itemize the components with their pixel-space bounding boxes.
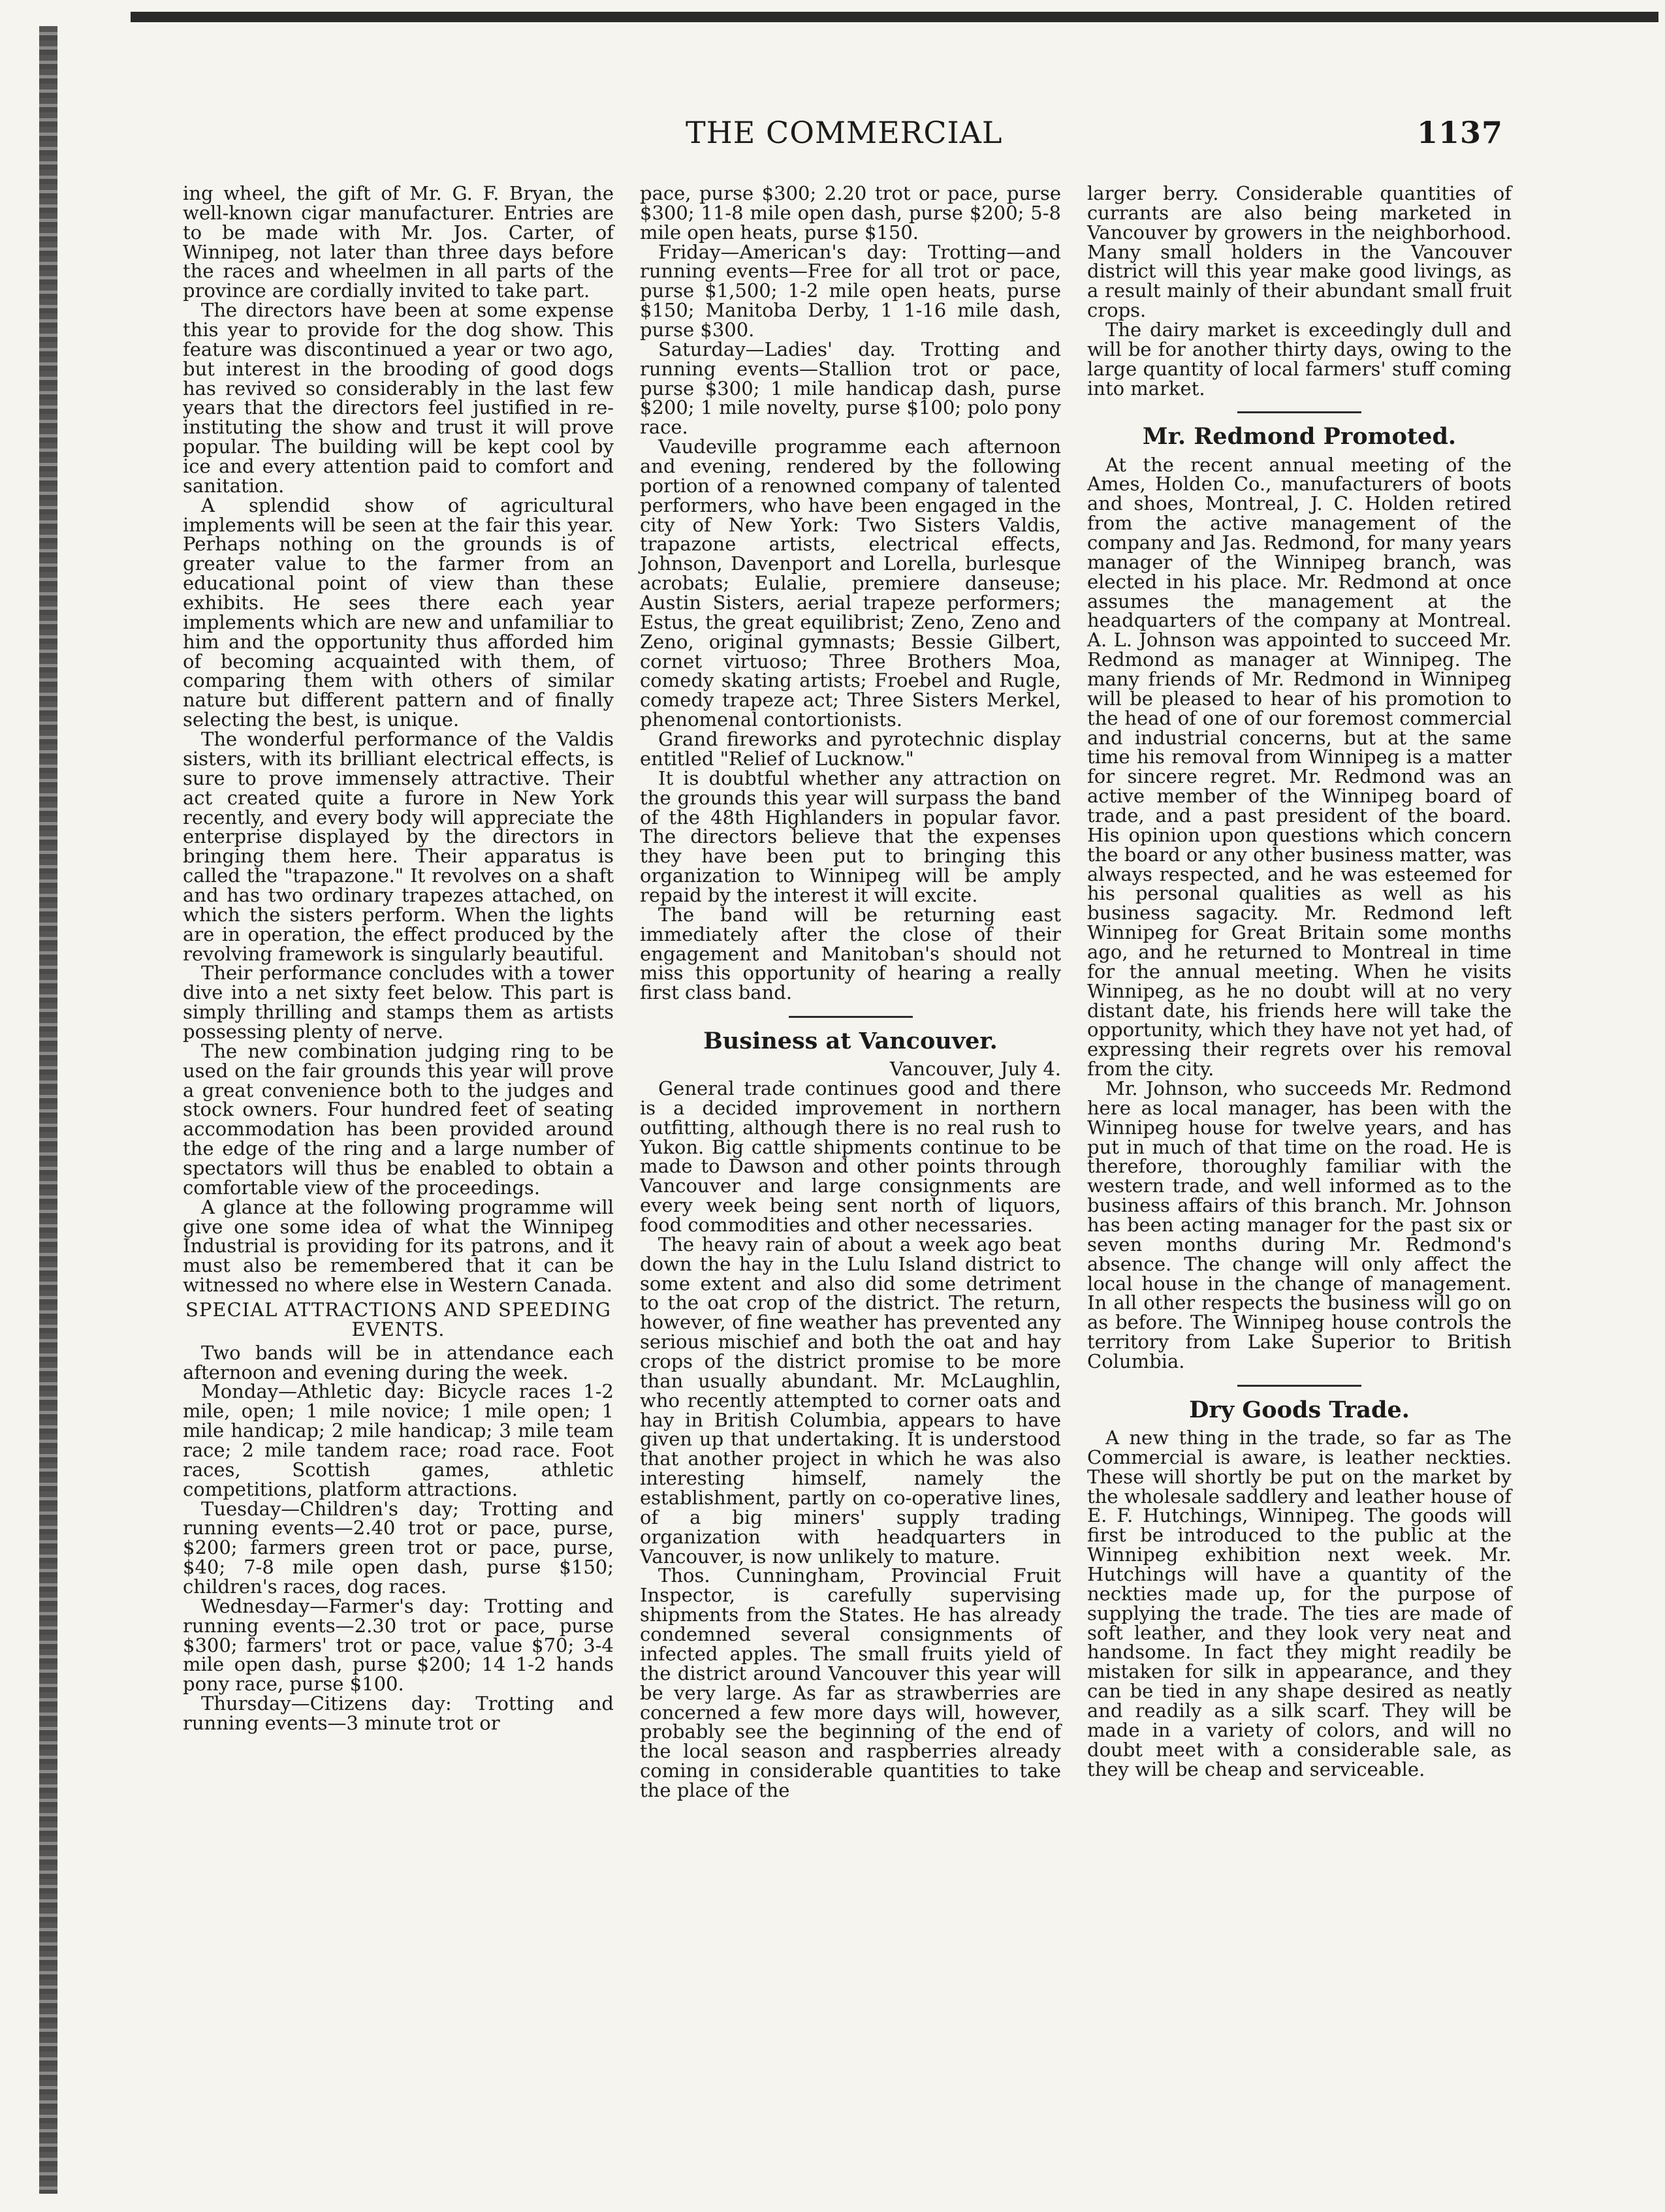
paragraph: The new combination judging ring to be used on the fair grounds this year will prove a great convenience both to the judges and stock owners. Four hundred feet of seating accommodation has been provided around the edge of the ring and a large number of spectators will thus be enabled to obtain a comfortable view of the proceedings. (183, 1039, 614, 1199)
paragraph: The dairy market is exceedingly dull and will be for another thirty days, owing to the large quantity of local farmers' stuff coming into market. (1087, 319, 1512, 400)
paragraph: Vaudeville programme each afternoon and evening, rendered by the following portion of a renowned company of talented performers, who have been engaged in the city of New York: Two Sisters Valdis, trapazone artists, electrical effects, Johnson, Davenport and Lorella, burlesque acrobats; Eulalie, premiere danseuse; Austin Sisters, aerial trapeze performers; Estus, the great equilibrist; Zeno, Zeno and Zeno, original gymnasts; Bessie Gilbert, cornet virtuoso; Three Brothers Moa, comedy skating artists; Froebel and Rugle, comedy trapeze act; Three Sisters Merkel, phenomenal contortionists. (640, 435, 1061, 731)
binding-edge (39, 26, 57, 2194)
paragraph: General trade continues good and there is a decided improvement in northern outfitting, although there is no real rush to Yukon. Big cattle shipments continue to be made to Dawson and other points through Vancouver and large consignments are every week being sent north of liquors, food commodities and other necessaries. (640, 1077, 1061, 1237)
column-2 (640, 184, 1061, 1801)
dateline: Vancouver, July 4. (889, 1058, 1061, 1081)
paragraph: At the recent annual meeting of the Ames, Holden Co., manufacturers of boots and shoes, Montreal, J. C. Holden retired from the active management of the company and Jas. Redmond, for many years manager of the Winnipeg branch, was elected in his place. Mr. Redmond at once assumes the management at the headquarters of the company at Montreal. A. L. Johnson was appointed to succeed Mr. Redmond as manager at Winnipeg. The many friends of Mr. Redmond in Winnipeg will be pleased to hear of his promotion to the head of one of our foremost commercial and industrial concerns, but at the same time his removal from Winnipeg is a matter for sincere regret. Mr. Redmond was an active member of the Winnipeg board of trade, and a past president of the board. His opinion upon questions which concern the board or any other business matter, was always respected, and he was esteemed for his personal qualities as well as his business sagacity. Mr. Redmond left Winnipeg for Great Britain some months ago, and he returned to Montreal in time for the annual meeting. When he visits Winnipeg, as he no doubt will at no very distant date, his friends here will take the opportunity, which they have not yet had, of expressing their regrets over his removal from the city. (1087, 453, 1512, 1081)
paragraph: A new thing in the trade, so far as The Commercial is aware, is leather neckties. These will shortly be put on the market by the wholesale saddlery and leather house of E. F. Hutchings, Winnipeg. The goods will first be introduced to the public at the Winnipeg exhibition next week. Mr. Hutchings will have a quantity of the neckties made up, for the purpose of supplying the trade. The ties are made of soft leather, and they look very neat and handsome. In fact they might readily be mistaken for silk in appearance, and they can be tied in any shape desired as neatly and readily as a silk scarf. They will be made in a variety of colors, and will no doubt meet with a considerable sale, as they will be cheap and serviceable. (1087, 1426, 1512, 1780)
paragraph: Their performance concludes with a tower dive into a net sixty feet below. This part is simply thrilling and stamps them as artists possessing plenty of nerve. (183, 962, 614, 1043)
paragraph: A splendid show of agricultural implements will be seen at the fair this year. Perhaps nothing on the grounds is of greater value to the farmer from an educational point of view than these exhibits. He sees there each year implements which are new and unfamiliar to him and the opportunity thus afforded him of becoming acquainted with them, of comparing them with others of similar nature but different pattern and of finally selecting the best, is unique. (183, 494, 614, 731)
vancouver-heading: Business at Vancouver. (703, 1028, 998, 1055)
section-divider (1237, 411, 1361, 413)
running-title: THE COMMERCIAL (686, 115, 1003, 150)
section-divider (1237, 1385, 1361, 1387)
paragraph: Mr. Johnson, who succeeds Mr. Redmond here as local manager, has been with the Winnipeg house for twelve years, and has put in much of that time on the road. He is therefore, thoroughly familiar with the western trade, and well informed as to the business affairs of this branch. Mr. Johnson has been acting manager for the past six or seven months during Mr. Redmond's absence. The change will only affect the local house in the change of management. In all other respects the business will go on as before. The Winnipeg house controls the territory from Lake Superior to British Columbia. (1087, 1077, 1512, 1373)
page-number: 1137 (1417, 115, 1504, 150)
paragraph: Thos. Cunningham, Provincial Fruit Inspector, is carefully supervising shipments from the States. He has already condemned several consignments of infected apples. The small fruits yield of the district around Vancouver this year will be very large. As far as strawberries are concerned a few more days will, however, probably see the beginning of the end of the local season and raspberries already coming in considerable quantities to take the place of the (640, 1564, 1061, 1801)
top-rule (131, 12, 1658, 22)
paragraph: A glance at the following programme will give one some idea of what the Winnipeg Industrial is providing for its patrons, and it must also be remembered that it can be witnessed no where else in Western Canada. (183, 1195, 614, 1297)
paragraph: larger berry. Considerable quantities of currants are also being marketed in Vancouver by growers in the neighborhood. Many small holders in the Vancouver district will this year make good livings, as a result mainly of their abundant small fruit crops. (1087, 182, 1512, 322)
paragraph: pace, purse $300; 2.20 trot or pace, purse $300; 11-8 mile open dash, purse $200; 5-8 mile open heats, purse $150. (640, 182, 1061, 244)
paragraph: Tuesday—Children's day; Trotting and running events—2.40 trot or pace, purse, $200; farmers green trot or pace, purse, $40; 7-8 mile open dash, purse $150; children's races, dog races. (183, 1497, 614, 1598)
dry-goods-heading: Dry Goods Trade. (1189, 1396, 1410, 1423)
paragraph: Wednesday—Farmer's day: Trotting and running events—2.30 trot or pace, purse $300; farmers' trot or pace, value $70; 3-4 mile open dash, purse $200; 14 1-2 hands pony race, purse $100. (183, 1594, 614, 1696)
paragraph: ing wheel, the gift of Mr. G. F. Bryan, the well-known cigar manufacturer. Entries are to be made with Mr. Jos. Carter, of Winnipeg, not later than three days before the races and wheelmen in all parts of the province are cordially invited to take part. (183, 182, 614, 302)
page-header (183, 115, 1504, 167)
paragraph: The heavy rain of about a week ago beat down the hay in the Lulu Island district to some extent and also did some detriment to the oat crop of the district. The return, however, of fine weather has prevented any serious mischief and both the oat and hay crops of the district promise to be more than usually abundant. Mr. McLaughlin, who recently attempted to corner oats and hay in British Columbia, appears to have given up that undertaking. It is understood that another project in which he was also interesting himself, namely the establishment, partly on co-operative lines, of a big miners' supply trading organization with headquarters in Vancouver, is now unlikely to mature. (640, 1233, 1061, 1568)
column-3 (1087, 184, 1512, 1779)
paragraph: Thursday—Citizens day: Trotting and running events—3 minute trot or (183, 1692, 614, 1735)
redmond-heading: Mr. Redmond Promoted. (1142, 423, 1457, 450)
section-divider (789, 1016, 913, 1018)
paragraph: The band will be returning east immediately after the close of their engagement and Manitoban's should not miss this opportunity of hearing a really first class band. (640, 903, 1061, 1004)
paragraph: The wonderful performance of the Valdis sisters, with its brilliant electrical effects, is sure to prove immensely attractive. Their act created quite a furore in New York recently, and every body will appreciate the enterprise displayed by the directors in bringing them here. Their apparatus is called the "trapazone." It revolves on a shaft and has two ordinary trapezes attached, on which the sisters perform. When the lights are in operation, the effect produced by the revolving framework is singularly beautiful. (183, 728, 614, 965)
paragraph: Two bands will be in attendance each afternoon and evening during the week. (183, 1341, 614, 1383)
paragraph: Friday—American's day: Trotting—and running events—Free for all trot or pace, purse $1,500; 1-2 mile open heats, purse $150; Manitoba Derby, 1 1-16 mile dash, purse $300. (640, 240, 1061, 341)
paragraph: Monday—Athletic day: Bicycle races 1-2 mile, open; 1 mile novice; 1 mile open; 1 mile handicap; 2 mile handicap; 3 mile team race; 2 mile tandem race; road race. Foot races, Scottish games, athletic competitions, platform attractions. (183, 1380, 614, 1500)
column-1 (183, 184, 614, 1733)
paragraph: Grand fireworks and pyrotechnic display entitled "Relief of Lucknow." (640, 728, 1061, 770)
paragraph: Saturday—Ladies' day. Trotting and running events—Stallion trot or pace, purse $300; 1 mile handicap dash, purse $200; 1 mile novelty, purse $100; polo pony race. (640, 338, 1061, 439)
paragraph: The directors have been at some expense this year to provide for the dog show. This feature was discontinued a year or two ago, but interest in the brooding of good dogs has revived so considerably in the last few years that the directors feel justified in re-instituting the show and trust it will prove popular. The building will be kept cool by ice and every attention paid to comfort and sanitation. (183, 299, 614, 497)
paragraph: It is doubtful whether any attraction on the grounds this year will surpass the band of the 48th Highlanders in popular favor. The directors believe that the expenses they have been put to bringing this organization to Winnipeg will be amply repaid by the interest it will excite. (640, 766, 1061, 906)
special-attractions-heading: SPECIAL ATTRACTIONS AND SPEEDING EVENTS. (185, 1298, 611, 1340)
